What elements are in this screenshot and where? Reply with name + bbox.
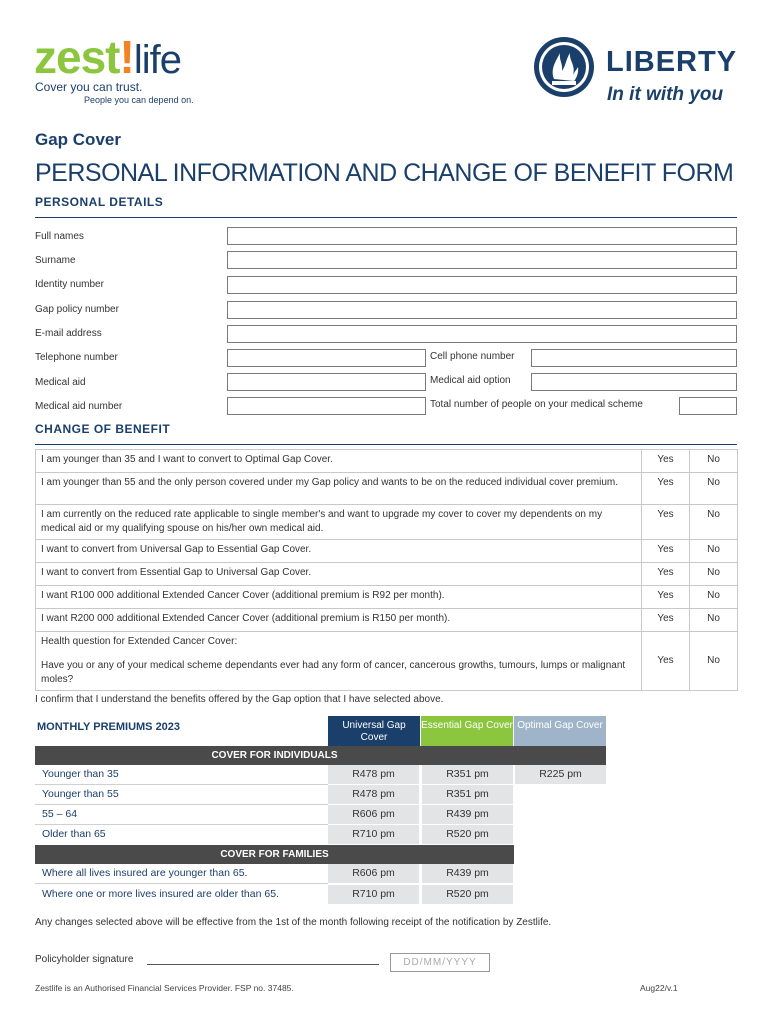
section-divider — [35, 217, 737, 218]
benefit-option: I want R100 000 additional Extended Cancer Cover (additional premium is R92 per month). — [36, 586, 642, 609]
policy-label: Gap policy number — [35, 304, 119, 315]
premium-row-name: Older than 65 — [42, 828, 106, 840]
tagline-main: Cover you can trust. — [35, 80, 143, 94]
surname-field[interactable] — [227, 251, 737, 269]
premium-row — [35, 825, 514, 845]
premium-row — [35, 885, 514, 905]
universal-premium: R606 pm — [328, 864, 419, 884]
yes-option[interactable]: Yes — [642, 505, 690, 540]
total-people-label: Total number of people on your medical scheme — [430, 399, 643, 410]
essential-premium: R351 pm — [421, 765, 513, 785]
table-row — [36, 609, 738, 632]
benefit-option: I want to convert from Universal Gap to Essential Gap Cover. — [36, 540, 642, 563]
table-row — [36, 540, 738, 563]
table-row — [36, 505, 738, 540]
no-option[interactable]: No — [690, 505, 738, 540]
premium-row — [35, 864, 514, 884]
section-divider — [35, 444, 737, 445]
surname-label: Surname — [35, 255, 76, 266]
change-of-benefit-table — [35, 449, 738, 691]
policy-field[interactable] — [227, 301, 737, 319]
health-question-text: Have you or any of your medical scheme dependants ever had any form of cancer, cancerous growths, tumours, lumps or malignant moles? — [41, 660, 626, 685]
essential-premium: R520 pm — [421, 885, 513, 905]
telephone-field[interactable] — [227, 349, 426, 367]
table-row — [36, 563, 738, 586]
liberty-wordmark: LIBERTY — [606, 46, 738, 78]
identity-label: Identity number — [35, 279, 104, 290]
benefit-option: I want to convert from Essential Gap to Universal Gap Cover. — [36, 563, 642, 586]
cell-field[interactable] — [531, 349, 737, 367]
table-row — [36, 632, 738, 691]
no-option[interactable]: No — [690, 473, 738, 505]
yes-option[interactable]: Yes — [642, 586, 690, 609]
essential-premium: R439 pm — [421, 864, 513, 884]
zestlife-logo — [34, 31, 181, 83]
no-option[interactable]: No — [690, 586, 738, 609]
premiums-title: MONTHLY PREMIUMS 2023 — [37, 721, 181, 733]
effective-date-note: Any changes selected above will be effective from the 1st of the month following receipt of the notification by Zestlife. — [35, 917, 552, 928]
zest-logo-bang: ! — [119, 31, 134, 83]
confirmation-statement: I confirm that I understand the benefits offered by the Gap option that I have selected above. — [35, 694, 444, 705]
medical-aid-number-label: Medical aid number — [35, 401, 123, 412]
table-row — [36, 586, 738, 609]
optimal-premium: R225 pm — [514, 765, 606, 785]
yes-option[interactable]: Yes — [642, 540, 690, 563]
premium-row-name: 55 – 64 — [42, 808, 78, 820]
email-field[interactable] — [227, 325, 737, 343]
personal-details-heading: PERSONAL DETAILS — [35, 195, 164, 209]
product-name: Gap Cover — [35, 130, 121, 149]
no-option[interactable]: No — [690, 632, 738, 691]
yes-option[interactable]: Yes — [642, 450, 690, 473]
optimal-column-header: Optimal Gap Cover — [514, 716, 606, 746]
premium-row-name: Younger than 55 — [42, 788, 119, 800]
medical-aid-option-field[interactable] — [531, 373, 737, 391]
liberty-tagline: In it with you — [607, 84, 724, 105]
benefit-option: I want R200 000 additional Extended Cancer Cover (additional premium is R150 per month). — [36, 609, 642, 632]
no-option[interactable]: No — [690, 563, 738, 586]
individuals-band: COVER FOR INDIVIDUALS — [35, 746, 514, 765]
email-label: E-mail address — [35, 328, 102, 339]
identity-field[interactable] — [227, 276, 737, 294]
cell-label: Cell phone number — [430, 351, 515, 362]
essential-premium: R351 pm — [421, 785, 513, 805]
medical-aid-label: Medical aid — [35, 377, 86, 388]
change-of-benefit-heading: CHANGE OF BENEFIT — [35, 422, 171, 436]
table-row — [36, 450, 738, 473]
essential-premium: R520 pm — [421, 825, 513, 845]
zest-logo-life: life — [133, 38, 181, 82]
premium-row-name: Younger than 35 — [42, 768, 119, 780]
yes-option[interactable]: Yes — [642, 473, 690, 505]
liberty-flame-icon — [532, 35, 596, 99]
total-people-field[interactable] — [679, 397, 737, 415]
universal-premium: R478 pm — [328, 765, 419, 785]
yes-option[interactable]: Yes — [642, 563, 690, 586]
yes-option[interactable]: Yes — [642, 609, 690, 632]
band-extension — [514, 746, 606, 765]
health-question-cell — [36, 632, 642, 691]
medical-aid-number-field[interactable] — [227, 397, 426, 415]
yes-option[interactable]: Yes — [642, 632, 690, 691]
tagline-sub: People you can depend on. — [84, 95, 194, 105]
universal-premium: R710 pm — [328, 885, 419, 905]
no-option[interactable]: No — [690, 450, 738, 473]
date-field[interactable]: DD/MM/YYYY — [390, 953, 490, 972]
universal-premium: R478 pm — [328, 785, 419, 805]
universal-premium: R710 pm — [328, 825, 419, 845]
medical-aid-field[interactable] — [227, 373, 426, 391]
signature-label: Policyholder signature — [35, 954, 134, 965]
premium-row — [35, 805, 514, 825]
no-option[interactable]: No — [690, 540, 738, 563]
telephone-label: Telephone number — [35, 352, 118, 363]
premium-row-name: Where all lives insured are younger than 65. — [42, 867, 248, 879]
families-band: COVER FOR FAMILIES — [35, 845, 514, 864]
premium-row-name: Where one or more lives insured are older than 65. — [42, 888, 279, 900]
zest-logo-zest: zest — [34, 31, 120, 83]
essential-premium: R439 pm — [421, 805, 513, 825]
premium-row — [35, 765, 607, 785]
medical-aid-option-label: Medical aid option — [430, 375, 511, 386]
full-names-field[interactable] — [227, 227, 737, 245]
universal-column-header: Universal Gap Cover — [328, 716, 420, 746]
benefit-option: I am younger than 55 and the only person covered under my Gap policy and wants to be on the reduced individual cover premium. — [36, 473, 642, 505]
fsp-footer: Zestlife is an Authorised Financial Services Provider. FSP no. 37485. — [35, 983, 294, 993]
full-names-label: Full names — [35, 231, 84, 242]
table-row — [36, 473, 738, 505]
no-option[interactable]: No — [690, 609, 738, 632]
version-footer: Aug22/v.1 — [640, 983, 678, 993]
signature-line[interactable] — [147, 964, 379, 965]
benefit-option: I am currently on the reduced rate applicable to single member's and want to upgrade my cover to cover my dependents on my medical aid or my qualifying spouse on his/her own medical aid. — [36, 505, 642, 540]
essential-column-header: Essential Gap Cover — [421, 716, 513, 746]
benefit-option: I am younger than 35 and I want to convert to Optimal Gap Cover. — [36, 450, 642, 473]
premium-row — [35, 785, 514, 805]
universal-premium: R606 pm — [328, 805, 419, 825]
form-title: PERSONAL INFORMATION AND CHANGE OF BENEFIT FORM — [35, 159, 734, 187]
health-question-heading: Health question for Extended Cancer Cover: — [41, 636, 238, 647]
row-divider — [35, 883, 328, 884]
